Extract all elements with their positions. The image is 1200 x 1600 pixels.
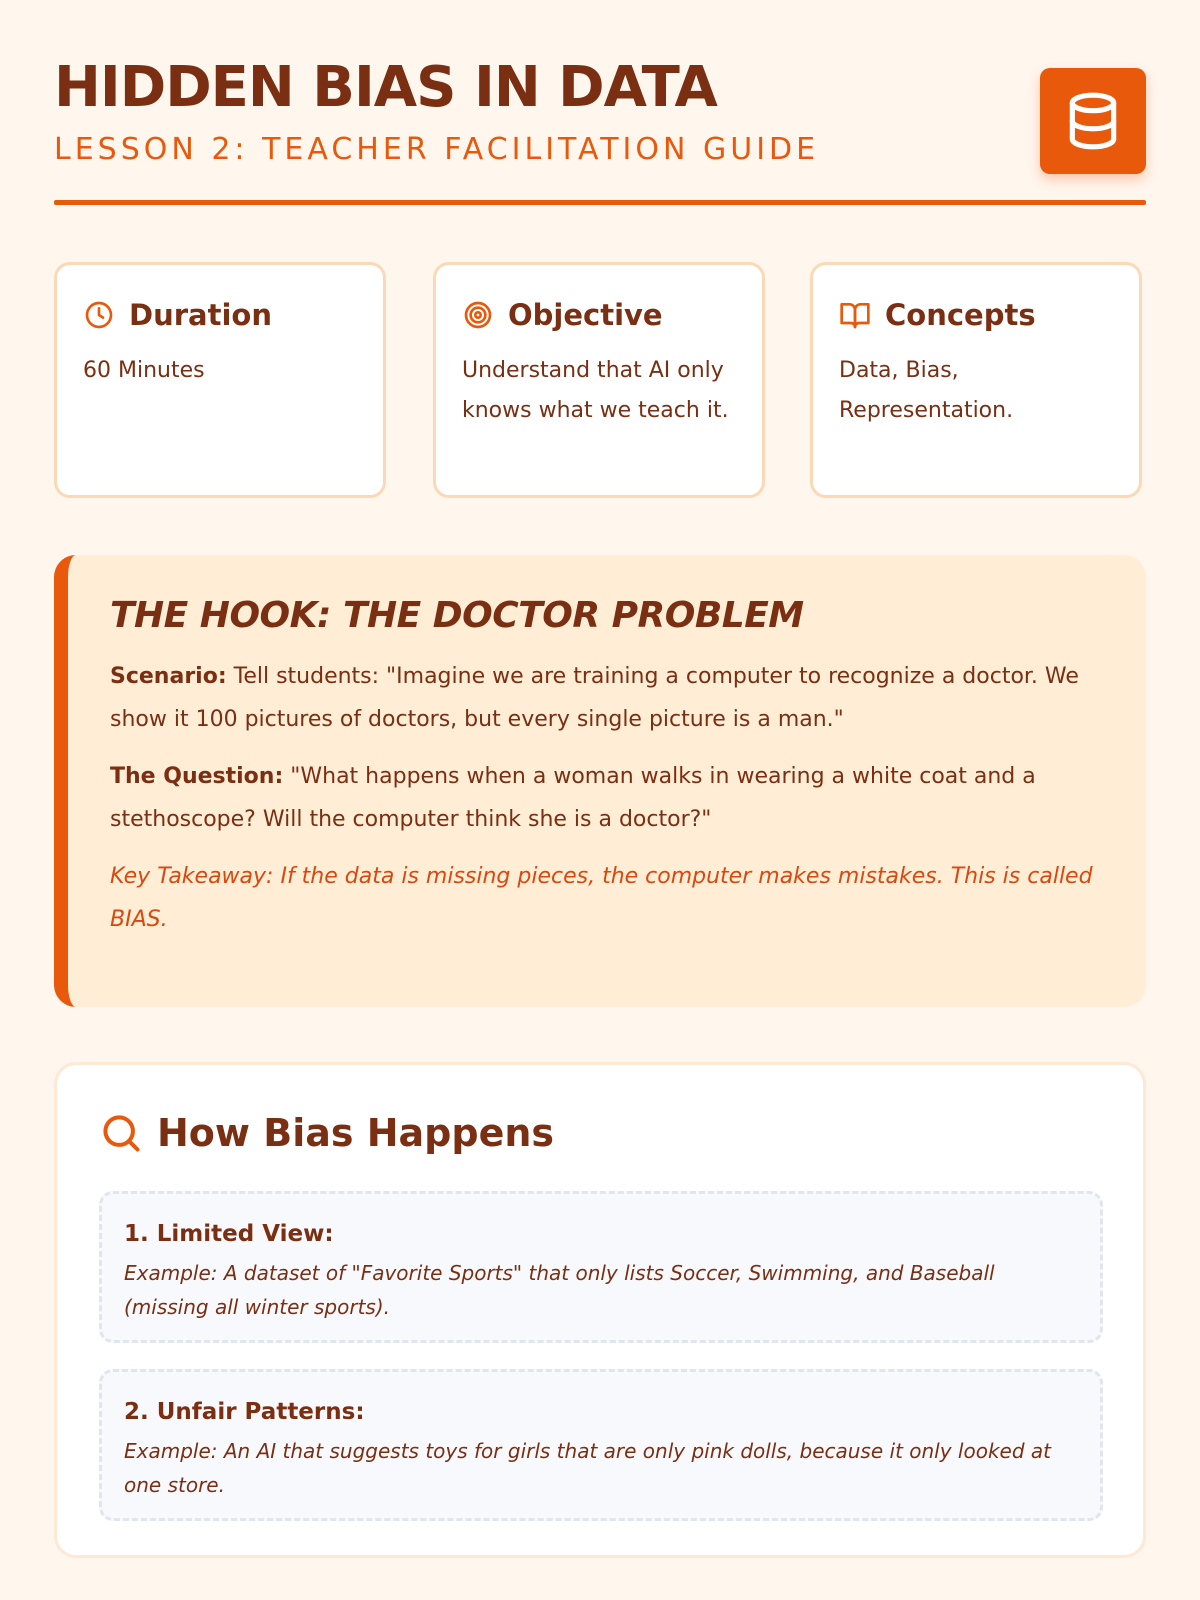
duration-card <box>54 262 386 498</box>
bias-section <box>54 1062 1146 1558</box>
question-label: The Question: <box>110 764 284 789</box>
database-badge <box>1040 68 1146 174</box>
bias-section-header <box>99 1103 1101 1163</box>
hook-key-takeaway: Key Takeaway: If the data is missing pieces, the computer makes mistakes. This is called BIAS. <box>110 864 1093 932</box>
hook-title: THE HOOK: THE DOCTOR PROBLEM <box>110 595 804 636</box>
header-divider <box>54 200 1146 205</box>
objective-title: Objective <box>508 298 663 332</box>
page-title: HIDDEN BIAS IN DATA <box>54 55 717 120</box>
hook-scenario <box>110 655 1106 741</box>
bias-item-title: 2. Unfair Patterns: <box>124 1399 365 1425</box>
page-subtitle: LESSON 2: TEACHER FACILITATION GUIDE <box>54 132 820 167</box>
lesson-page <box>54 0 1146 1600</box>
database-icon <box>1062 90 1124 152</box>
clock-icon <box>83 299 115 331</box>
hook-question <box>110 755 1106 841</box>
bias-item-limited-view <box>99 1191 1103 1343</box>
bias-item-unfair-patterns <box>99 1369 1103 1521</box>
target-icon <box>462 299 494 331</box>
bias-section-title: How Bias Happens <box>157 1111 555 1155</box>
concepts-card <box>810 262 1142 498</box>
scenario-label: Scenario: <box>110 664 227 689</box>
bias-item-example: Example: An AI that suggests toys for girls that are only pink dolls, because it only looked at one store. <box>124 1439 1051 1497</box>
objective-card <box>433 262 765 498</box>
concepts-text: Data, Bias, Representation. <box>839 358 1014 423</box>
concepts-title: Concepts <box>885 298 1036 332</box>
objective-card-header <box>462 293 736 337</box>
book-open-icon <box>839 299 871 331</box>
objective-text: Understand that AI only knows what we teach it. <box>462 358 729 423</box>
duration-title: Duration <box>129 298 272 332</box>
bias-item-example: Example: A dataset of "Favorite Sports" that only lists Soccer, Swimming, and Baseball (missing all winter sports). <box>124 1261 995 1319</box>
duration-card-header <box>83 293 357 337</box>
scenario-text: Tell students: "Imagine we are training a computer to recognize a doctor. We show it 100 pictures of doctors, but every single picture is a man." <box>110 664 1079 732</box>
concepts-card-header <box>839 293 1113 337</box>
bias-item-title: 1. Limited View: <box>124 1221 334 1247</box>
page-header <box>54 54 1146 206</box>
question-text: "What happens when a woman walks in wearing a white coat and a stethoscope? Will the computer think she is a doctor?" <box>110 764 1036 832</box>
search-icon <box>99 1111 143 1155</box>
info-cards <box>54 262 1146 500</box>
hook-section <box>54 555 1146 1007</box>
duration-text: 60 Minutes <box>83 358 205 383</box>
